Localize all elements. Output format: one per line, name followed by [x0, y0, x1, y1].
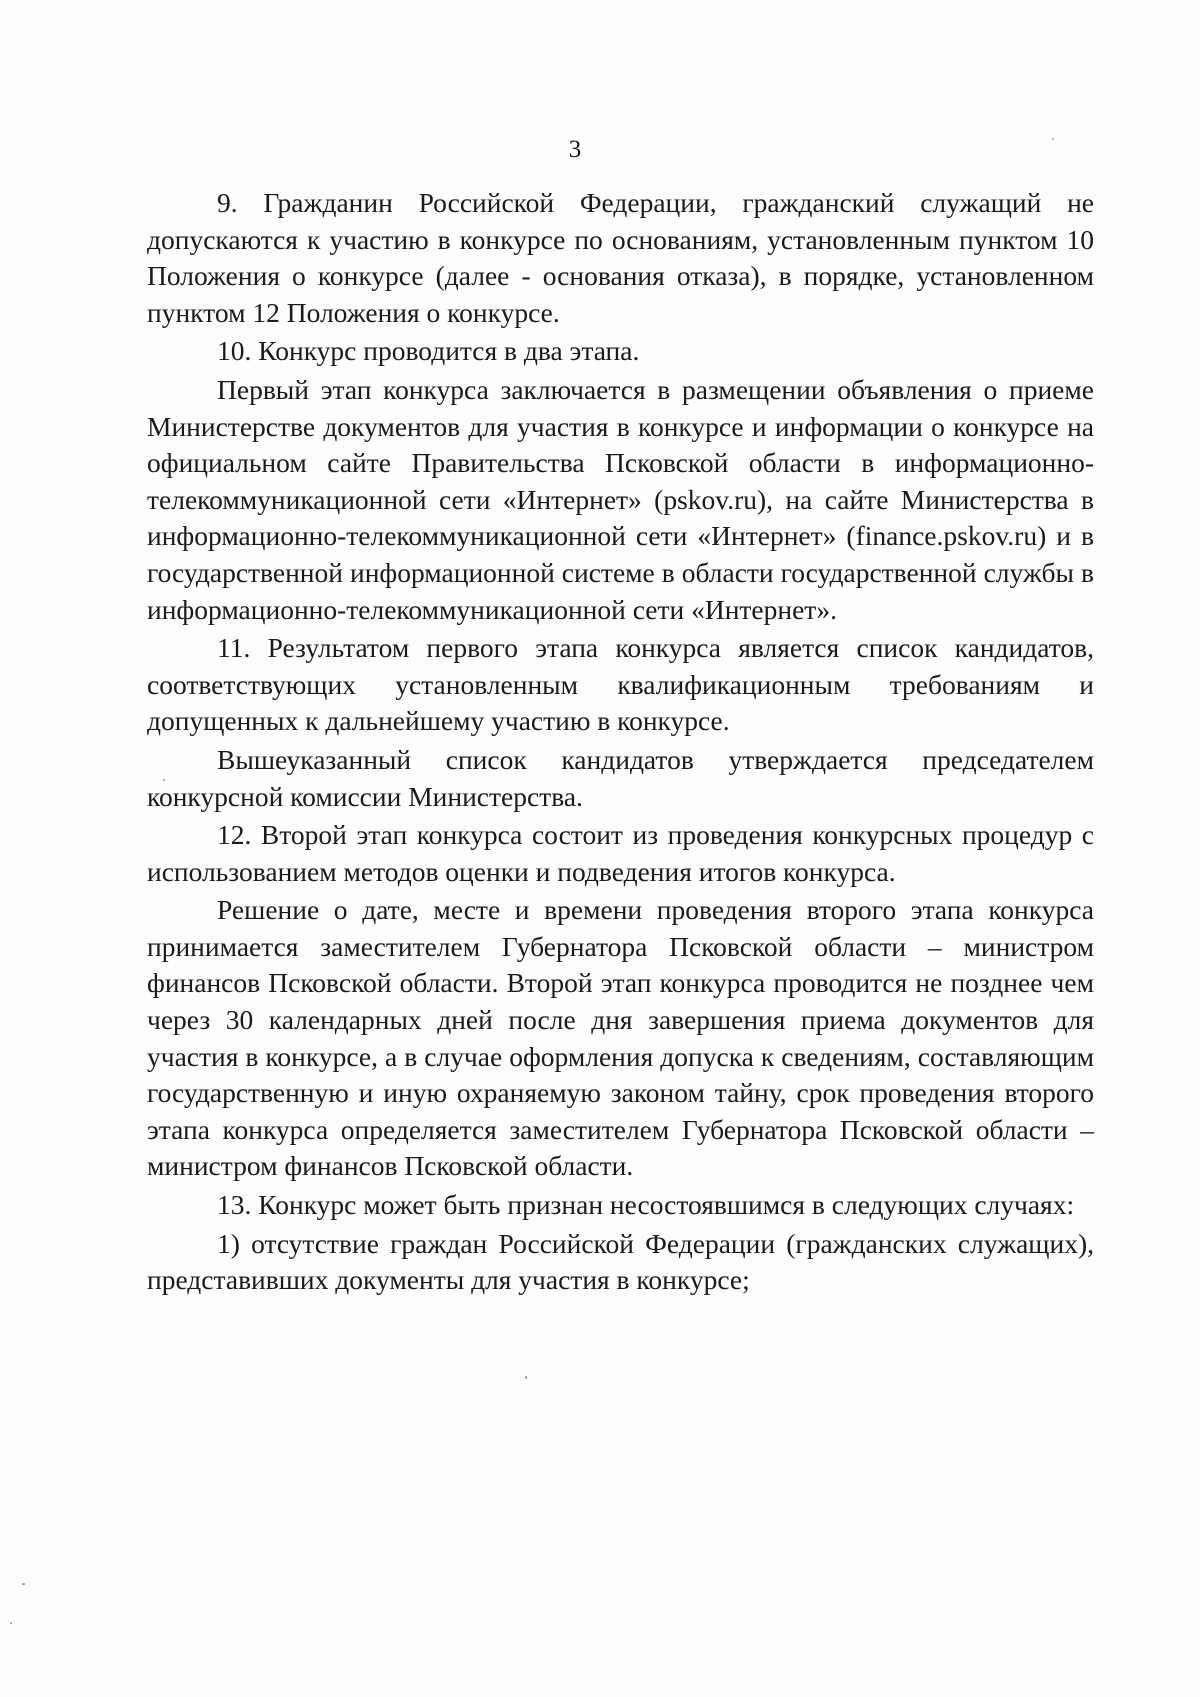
paragraph-item-12: 12. Второй этап конкурса состоит из проведения конкурсных процедур с использованием методов оценки и подведения итогов конкурса.	[147, 819, 1094, 887]
paragraph-first-stage: Первый этап конкурса заключается в размещении объявления о приеме Министерстве документов для участия в конкурсе и информации о конкурсе на официальном сайте Правительства Псковской области в информационно-телекоммуникационной сети «Интернет» (pskov.ru), на сайте Министерства в информационно-телекоммуникационной сети «Интернет» (finance.pskov.ru) и в государственной информационной системе в области государственной службы в информационно-телекоммуникационной сети «Интернет».	[147, 373, 1094, 625]
paragraph-item-10: 10. Конкурс проводится в два этапа.	[217, 335, 640, 367]
paragraph-subitem-1: 1) отсутствие граждан Российской Федерации (гражданских служащих), представивших документы для участия в конкурсе;	[147, 1227, 1094, 1296]
scan-speck	[1052, 138, 1054, 140]
paragraph-candidate-list: Вышеуказанный список кандидатов утверждается председателем конкурсной комиссии Министерства.	[147, 743, 1094, 812]
paragraph-item-9: 9. Гражданин Российской Федерации, гражданский служащий не допускаются к участию в конкурсе по основаниям, установленным пунктом 10 Положения о конкурсе (далее - основания отказа), в порядке, установленном пунктом 12 Положения о конкурсе.	[147, 187, 1094, 328]
page-number: 3	[568, 136, 582, 163]
scan-speck	[525, 1376, 527, 1379]
paragraph-second-stage-decision: Решение о дате, месте и времени проведения второго этапа конкурса принимается заместителем Губернатора Псковской области – министром финансов Псковской области. Второй этап конкурса проводится не позднее чем через 30 календарных дней после дня завершения приема документов для участия в конкурсе, а в случае оформления допуска к сведениям, составляющим государственную и иную охраняемую законом тайну, срок проведения второго этапа конкурса определяется заместителем Губернатора Псковской области – министром финансов Псковской области.	[147, 894, 1094, 1182]
scan-speck	[10, 1622, 12, 1624]
scan-speck	[22, 1583, 25, 1585]
paragraph-item-11: 11. Результатом первого этапа конкурса является список кандидатов, соответствующих установленным квалификационным требованиям и допущенных к дальнейшему участию в конкурсе.	[147, 632, 1094, 737]
scan-speck	[163, 779, 165, 781]
document-body	[147, 185, 1094, 1301]
paragraph-item-13: 13. Конкурс может быть признан несостоявшимся в следующих случаях:	[217, 1189, 1075, 1221]
